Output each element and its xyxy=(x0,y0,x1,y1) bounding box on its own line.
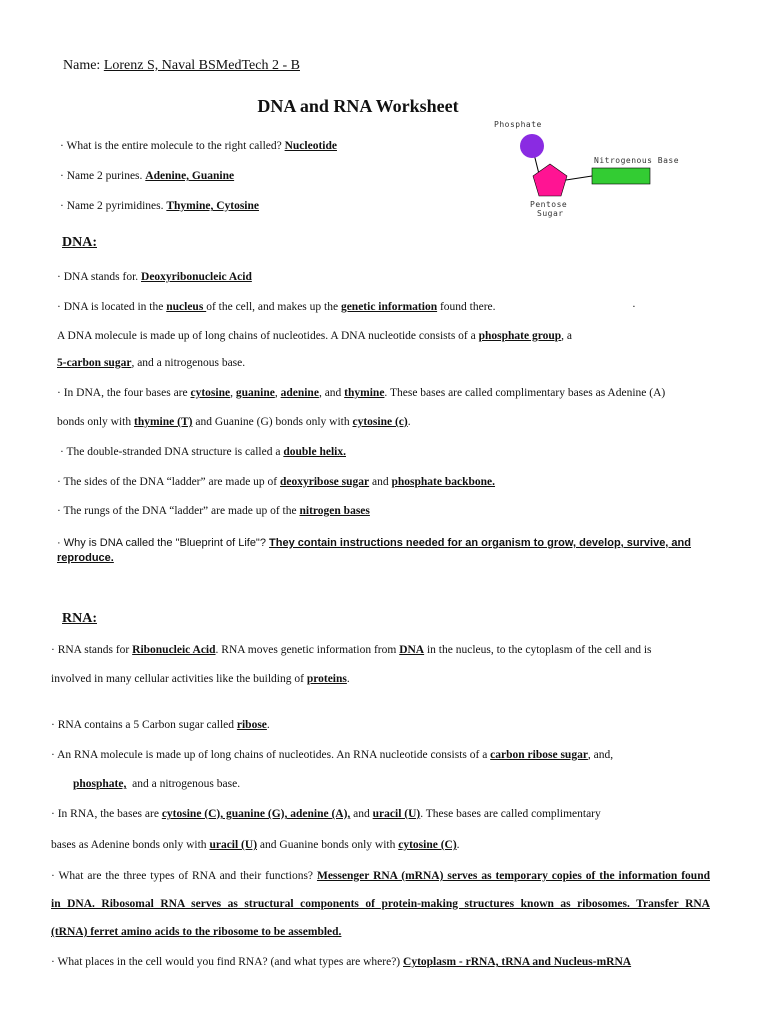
dna-line-1: · DNA stands for. Deoxyribonucleic Acid xyxy=(57,271,252,283)
rna-heading: RNA: xyxy=(62,611,97,626)
dna-line-8: · The sides of the DNA “ladder” are made up of deoxyribose sugar and phosphate backbone. xyxy=(57,476,496,488)
intro-question-3: · Name 2 pyrimidines. Thymine, Cytosine xyxy=(60,200,260,212)
rna-line-2: involved in many cellular activities like the building of proteins. xyxy=(51,673,350,685)
phosphate-shape xyxy=(520,134,544,158)
stray-dot: · xyxy=(632,301,636,313)
intro-question-1: · What is the entire molecule to the right called? Nucleotide xyxy=(60,140,337,152)
rna-line-8c: (tRNA) ferret amino acids to the ribosome to be assembled. xyxy=(51,926,342,938)
name-value: Lorenz S, Naval BSMedTech 2 - B xyxy=(103,58,300,73)
dna-line-10: · Why is DNA called the "Blueprint of Life"? They contain instructions needed for an organism to grow, develop, survive, and xyxy=(57,537,691,549)
answer: Adenine, Guanine xyxy=(145,170,235,182)
dna-line-7: · The double-stranded DNA structure is called a double helix. xyxy=(60,446,346,458)
rna-line-8: · What are the three types of RNA and their functions? Messenger RNA (mRNA) serves as temporary copies of the information found xyxy=(51,870,710,882)
nitrogenous-base-shape xyxy=(592,168,650,184)
rna-line-1: · RNA stands for Ribonucleic Acid. RNA moves genetic information from DNA in the nucleus, to the cytoplasm of the cell and is xyxy=(51,644,652,656)
pentose-label: Pentose xyxy=(530,200,568,209)
phosphate-label: Phosphate xyxy=(494,120,542,129)
student-name-line xyxy=(63,57,300,75)
rna-line-3: · RNA contains a 5 Carbon sugar called ribose. xyxy=(51,719,270,731)
rna-line-4: · An RNA molecule is made up of long chains of nucleotides. An RNA nucleotide consists of a carbon ribose sugar, and, xyxy=(51,749,614,761)
dna-line-6: bonds only with thymine (T) and Guanine (G) bonds only with cytosine (c). xyxy=(57,416,411,428)
nucleotide-diagram xyxy=(488,116,698,226)
answer: Thymine, Cytosine xyxy=(166,200,260,212)
dna-line-2: · DNA is located in the nucleus of the cell, and makes up the genetic information found there. xyxy=(57,301,496,313)
rna-line-6: · In RNA, the bases are cytosine (C), guanine (G), adenine (A), and uracil (U). These bases are called complimentary xyxy=(51,808,601,820)
rna-line-5: phosphate, and a nitrogenous base. xyxy=(73,778,241,790)
dna-line-9: · The rungs of the DNA “ladder” are made up of the nitrogen bases xyxy=(57,505,370,517)
rna-line-8b: in DNA. Ribosomal RNA serves as structural components of protein-making structures known as ribosomes. Transfer RNA xyxy=(51,898,710,910)
rna-line-7: bases as Adenine bonds only with uracil (U) and Guanine bonds only with cytosine (C). xyxy=(51,839,460,851)
dna-line-4: 5-carbon sugar, and a nitrogenous base. xyxy=(57,357,246,369)
nitrogenous-base-label: Nitrogenous Base xyxy=(594,156,680,165)
name-label: Name: xyxy=(63,58,101,73)
nucleotide-diagram-icon xyxy=(488,116,698,226)
answer: Nucleotide xyxy=(284,140,337,152)
page-title: DNA and RNA Worksheet xyxy=(257,96,459,116)
rna-line-9: · What places in the cell would you find RNA? (and what types are where?) Cytoplasm - rRNA, tRNA and Nucleus-mRNA xyxy=(51,956,632,968)
dna-heading: DNA: xyxy=(62,235,97,250)
intro-question-2: · Name 2 purines. Adenine, Guanine xyxy=(60,170,235,182)
dna-line-5: · In DNA, the four bases are cytosine, guanine, adenine, and thymine. These bases are called complimentary bases as Adenine (A) xyxy=(57,387,666,399)
sugar-label: Sugar xyxy=(537,209,564,218)
dna-line-10b: reproduce. xyxy=(57,552,114,564)
dna-line-3: A DNA molecule is made up of long chains of nucleotides. A DNA nucleotide consists of a phosphate group, a xyxy=(57,330,573,342)
